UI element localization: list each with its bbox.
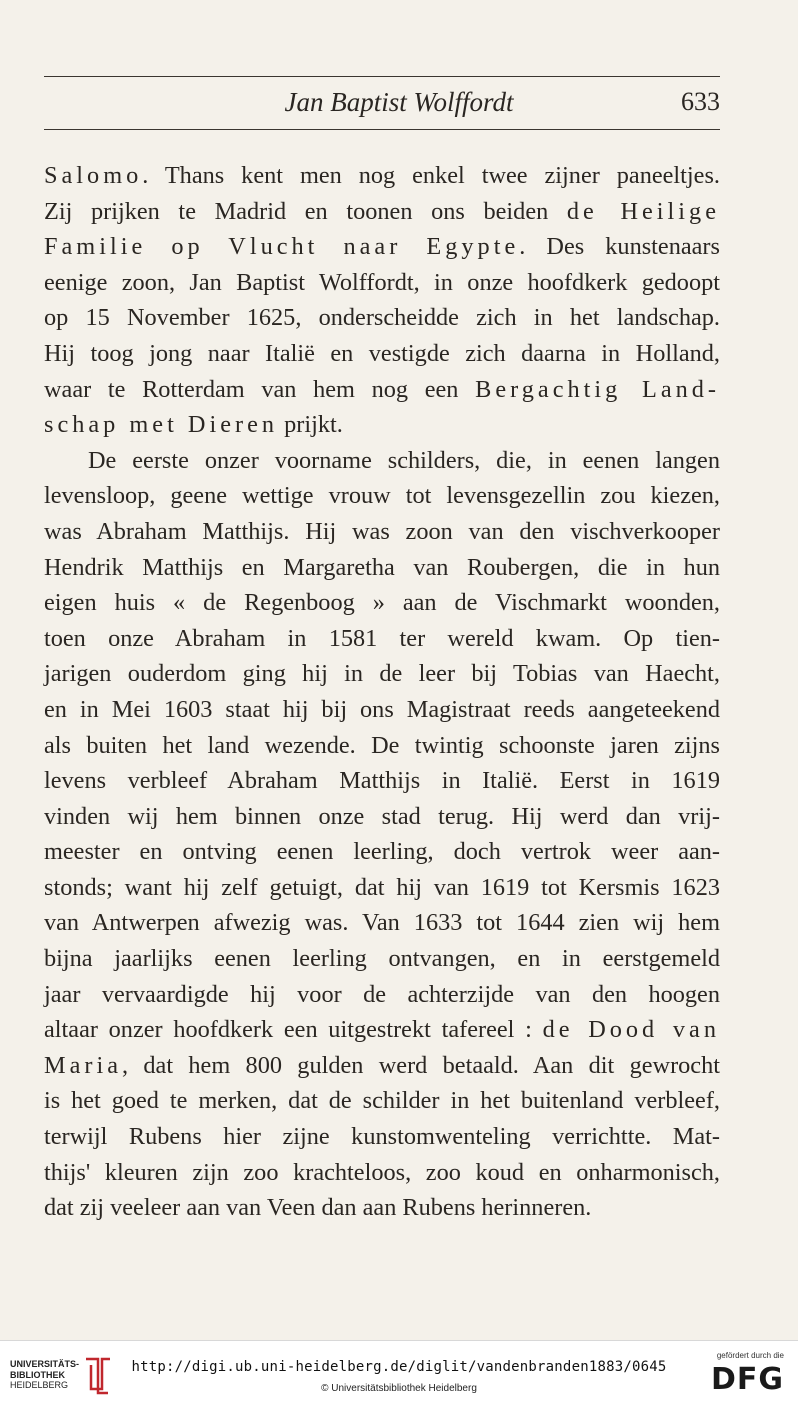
line-text: en in Mei 1603 staat hij bij ons Magistraat reeds aangeteekend xyxy=(44,695,720,723)
header-rule-top xyxy=(44,76,720,77)
library-name-line-2: BIBLIOTHEK xyxy=(10,1369,65,1380)
footer-url-link[interactable]: http://digi.ub.uni-heidelberg.de/diglit/vandenbranden1883/0645 xyxy=(131,1359,667,1375)
line-text: levensloop, geene wettige vrouw tot levensgezellin zou kiezen, xyxy=(44,482,720,510)
line-text: op 15 November 1625, onderscheidde zich in het landschap. xyxy=(44,304,720,332)
text-line xyxy=(44,1012,720,1048)
text-line xyxy=(44,478,720,514)
line-text: dat zij veeleer aan van Veen dan aan Rubens herinneren. xyxy=(44,1194,592,1222)
line-text: is het goed te merken, dat de schilder in het buitenland verbleef, xyxy=(44,1087,720,1115)
line-text: De eerste onzer voorname schilders, die, in eenen langen xyxy=(88,446,720,474)
text-line xyxy=(44,585,720,621)
text-line xyxy=(44,763,720,799)
line-text: meester en ontving eenen leerling, doch vertrok weer aan- xyxy=(44,838,720,866)
line-text: vinden wij hem binnen onze stad terug. Hij werd dan vrij- xyxy=(44,802,720,830)
page-number: 633 xyxy=(681,87,720,116)
text-line xyxy=(44,158,720,194)
text-line xyxy=(44,1083,720,1119)
text-line xyxy=(44,336,720,372)
text-line xyxy=(44,692,720,728)
line-text: eigen huis « de Regenboog » aan de Vischmarkt woonden, xyxy=(44,589,720,617)
line-text: Zij prijken te Madrid en toonen ons beiden xyxy=(44,197,567,225)
line-text: thijs' kleuren zijn zoo krachteloos, zoo koud en onharmonisch, xyxy=(44,1158,720,1186)
text-line xyxy=(44,407,720,443)
spaced-title: de Heilige xyxy=(566,197,720,225)
paragraph-1 xyxy=(44,158,720,443)
line-text: was Abraham Matthijs. Hij was zoon van den vischverkooper xyxy=(44,517,720,545)
line-text: levens verbleef Abraham Matthijs in Italië. Eerst in 1619 xyxy=(44,767,720,795)
line-text: Hendrik Matthijs en Margaretha van Roubergen, die in hun xyxy=(44,553,720,581)
text-line xyxy=(44,1119,720,1155)
text-line xyxy=(44,870,720,906)
line-text: jaar vervaardigde hij voor de achterzijde van den hoogen xyxy=(44,980,720,1008)
text-line xyxy=(44,550,720,586)
text-line xyxy=(44,799,720,835)
footer-copyright: © Universitätsbibliothek Heidelberg xyxy=(321,1383,477,1394)
spaced-title: schap met Dieren xyxy=(44,411,279,439)
line-text: . Des kunstenaars xyxy=(519,233,720,261)
text-line xyxy=(44,834,720,870)
header-rule-bottom xyxy=(44,129,720,130)
line-text: waar te Rotterdam van hem nog een xyxy=(44,375,476,403)
text-line xyxy=(44,728,720,764)
line-text: prijkt. xyxy=(278,411,343,439)
line-text: altaar onzer hoofdkerk een uitgestrekt tafereel : xyxy=(44,1016,543,1044)
paragraph-2 xyxy=(44,443,720,1226)
line-text: bijna jaarlijks eenen leerling ontvangen, en in eerstgemeld xyxy=(44,945,720,973)
text-line xyxy=(44,443,720,479)
spaced-title: Maria xyxy=(44,1051,123,1079)
text-line xyxy=(44,941,720,977)
library-name-line-3: HEIDELBERG xyxy=(10,1380,69,1390)
text-line xyxy=(44,977,720,1013)
text-line xyxy=(44,621,720,657)
funding-note: gefördert durch die xyxy=(716,1351,784,1360)
body-text xyxy=(44,158,720,1226)
spaced-title: Bergachtig Land- xyxy=(475,375,720,403)
line-text: van Antwerpen afwezig was. Van 1633 tot 1644 zien wij hem xyxy=(44,909,720,937)
text-line xyxy=(44,514,720,550)
line-text: . Thans kent men nog enkel twee zijner paneeltjes. xyxy=(142,162,720,189)
footer-bar xyxy=(0,1340,798,1405)
text-line xyxy=(44,905,720,941)
line-text: Hij toog jong naar Italië en vestigde zich daarna in Holland, xyxy=(44,339,720,367)
line-text: toen onze Abraham in 1581 ter wereld kwam. Op tien- xyxy=(44,624,720,652)
line-text: , dat hem 800 gulden werd betaald. Aan dit gewrocht xyxy=(122,1051,720,1079)
text-line xyxy=(44,1190,720,1226)
spaced-title: Salomo xyxy=(44,162,143,189)
line-text: stonds; want hij zelf getuigt, dat hij van 1619 tot Kersmis 1623 xyxy=(44,873,720,901)
line-text: jarigen ouderdom ging hij in de leer bij Tobias van Haecht, xyxy=(44,660,720,688)
text-line xyxy=(44,194,720,230)
text-line xyxy=(44,300,720,336)
spaced-title: de Dood van xyxy=(542,1016,720,1044)
spaced-title: Familie op Vlucht naar Egypte xyxy=(44,233,520,261)
library-name-line-1: UNIVERSITÄTS- xyxy=(10,1359,80,1369)
running-title: Jan Baptist Wolffordt xyxy=(284,87,514,117)
text-line xyxy=(44,1048,720,1084)
text-line xyxy=(44,372,720,408)
text-line xyxy=(44,229,720,265)
line-text: eenige zoon, Jan Baptist Wolffordt, in onze hoofdkerk gedoopt xyxy=(44,268,720,296)
line-text: terwijl Rubens hier zijne kunstomwenteling verrichtte. Mat- xyxy=(44,1123,720,1151)
dfg-logo: DFG xyxy=(710,1362,784,1397)
text-line xyxy=(44,656,720,692)
line-text: als buiten het land wezende. De twintig schoonste jaren zijns xyxy=(44,731,720,759)
text-line xyxy=(44,1155,720,1191)
text-line xyxy=(44,265,720,301)
